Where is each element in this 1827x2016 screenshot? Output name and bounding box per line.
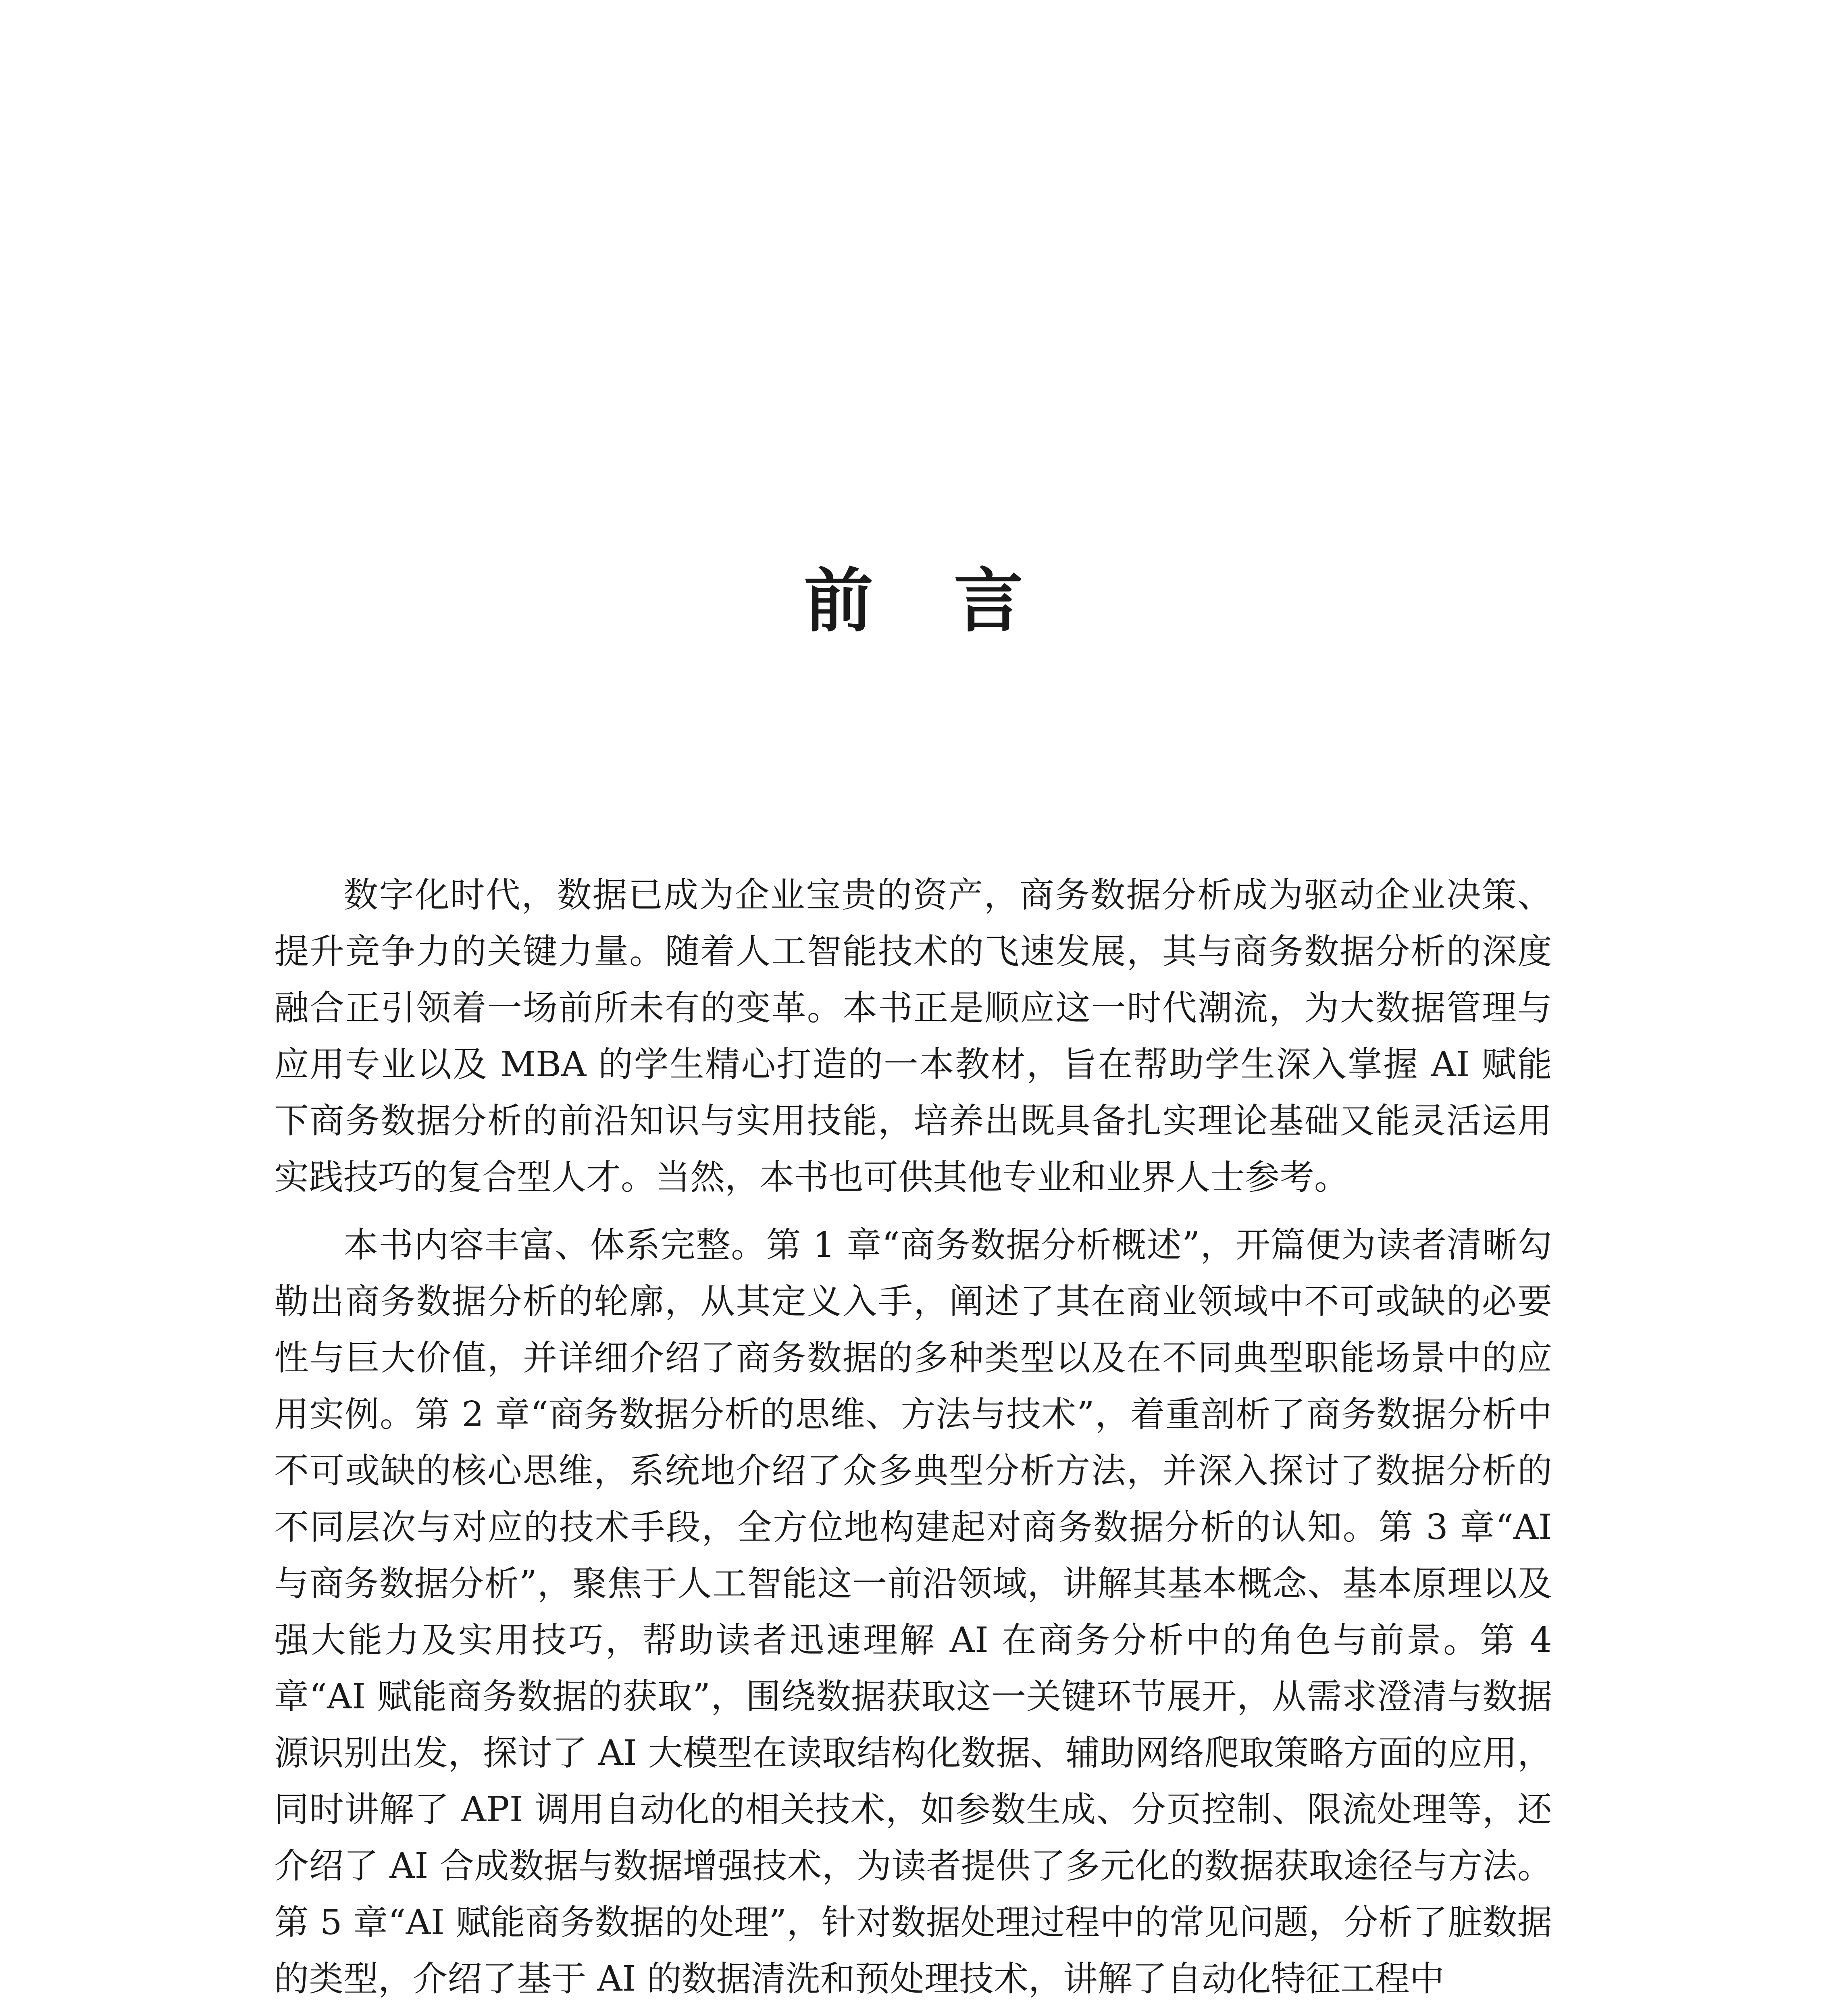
title-char-1: 前 [804, 560, 873, 641]
preface-body [274, 867, 1552, 2016]
paragraph-1: 数字化时代，数据已成为企业宝贵的资产，商务数据分析成为驱动企业决策、提升竞争力的关键力量。随着人工智能技术的飞速发展，其与商务数据分析的深度融合正引领着一场前所未有的变革。本书正是顺应这一时代潮流，为大数据管理与应用专业以及 MBA 的学生精心打造的一本教材，旨在帮助学生深入掌握 AI 赋能下商务数据分析的前沿知识与实用技能，培养出既具备扎实理论基础又能灵活运用实践技巧的复合型人才。当然，本书也可供其他专业和业界人士参考。 [274, 875, 1552, 1198]
page-title [0, 560, 1827, 641]
title-char-2: 言 [954, 560, 1023, 641]
paragraph-2: 本书内容丰富、体系完整。第 1 章“商务数据分析概述”，开篇便为读者清晰勾勒出商务数据分析的轮廓，从其定义入手，阐述了其在商业领域中不可或缺的必要性与巨大价值，并详细介绍了商务数据的多种类型以及在不同典型职能场景中的应用实例。第 2 章“商务数据分析的思维、方法与技术”，着重剖析了商务数据分析中不可或缺的核心思维，系统地介绍了众多典型分析方法，并深入探讨了数据分析的不同层次与对应的技术手段，全方位地构建起对商务数据分析的认知。第 3 章“AI 与商务数据分析”，聚焦于人工智能这一前沿领域，讲解其基本概念、基本原理以及强大能力及实用技巧，帮助读者迅速理解 AI 在商务分析中的角色与前景。第 4 章“AI 赋能商务数据的获取”，围绕数据获取这一关键环节展开，从需求澄清与数据源识别出发，探讨了 AI 大模型在读取结构化数据、辅助网络爬取策略方面的应用，同时讲解了 API 调用自动化的相关技术，如参数生成、分页控制、限流处理等，还介绍了 AI 合成数据与数据增强技术，为读者提供了多元化的数据获取途径与方法。第 5 章“AI 赋能商务数据的处理”，针对数据处理过程中的常见问题，分析了脏数据的类型，介绍了基于 AI 的数据清洗和预处理技术，讲解了自动化特征工程中 [274, 1225, 1552, 1999]
